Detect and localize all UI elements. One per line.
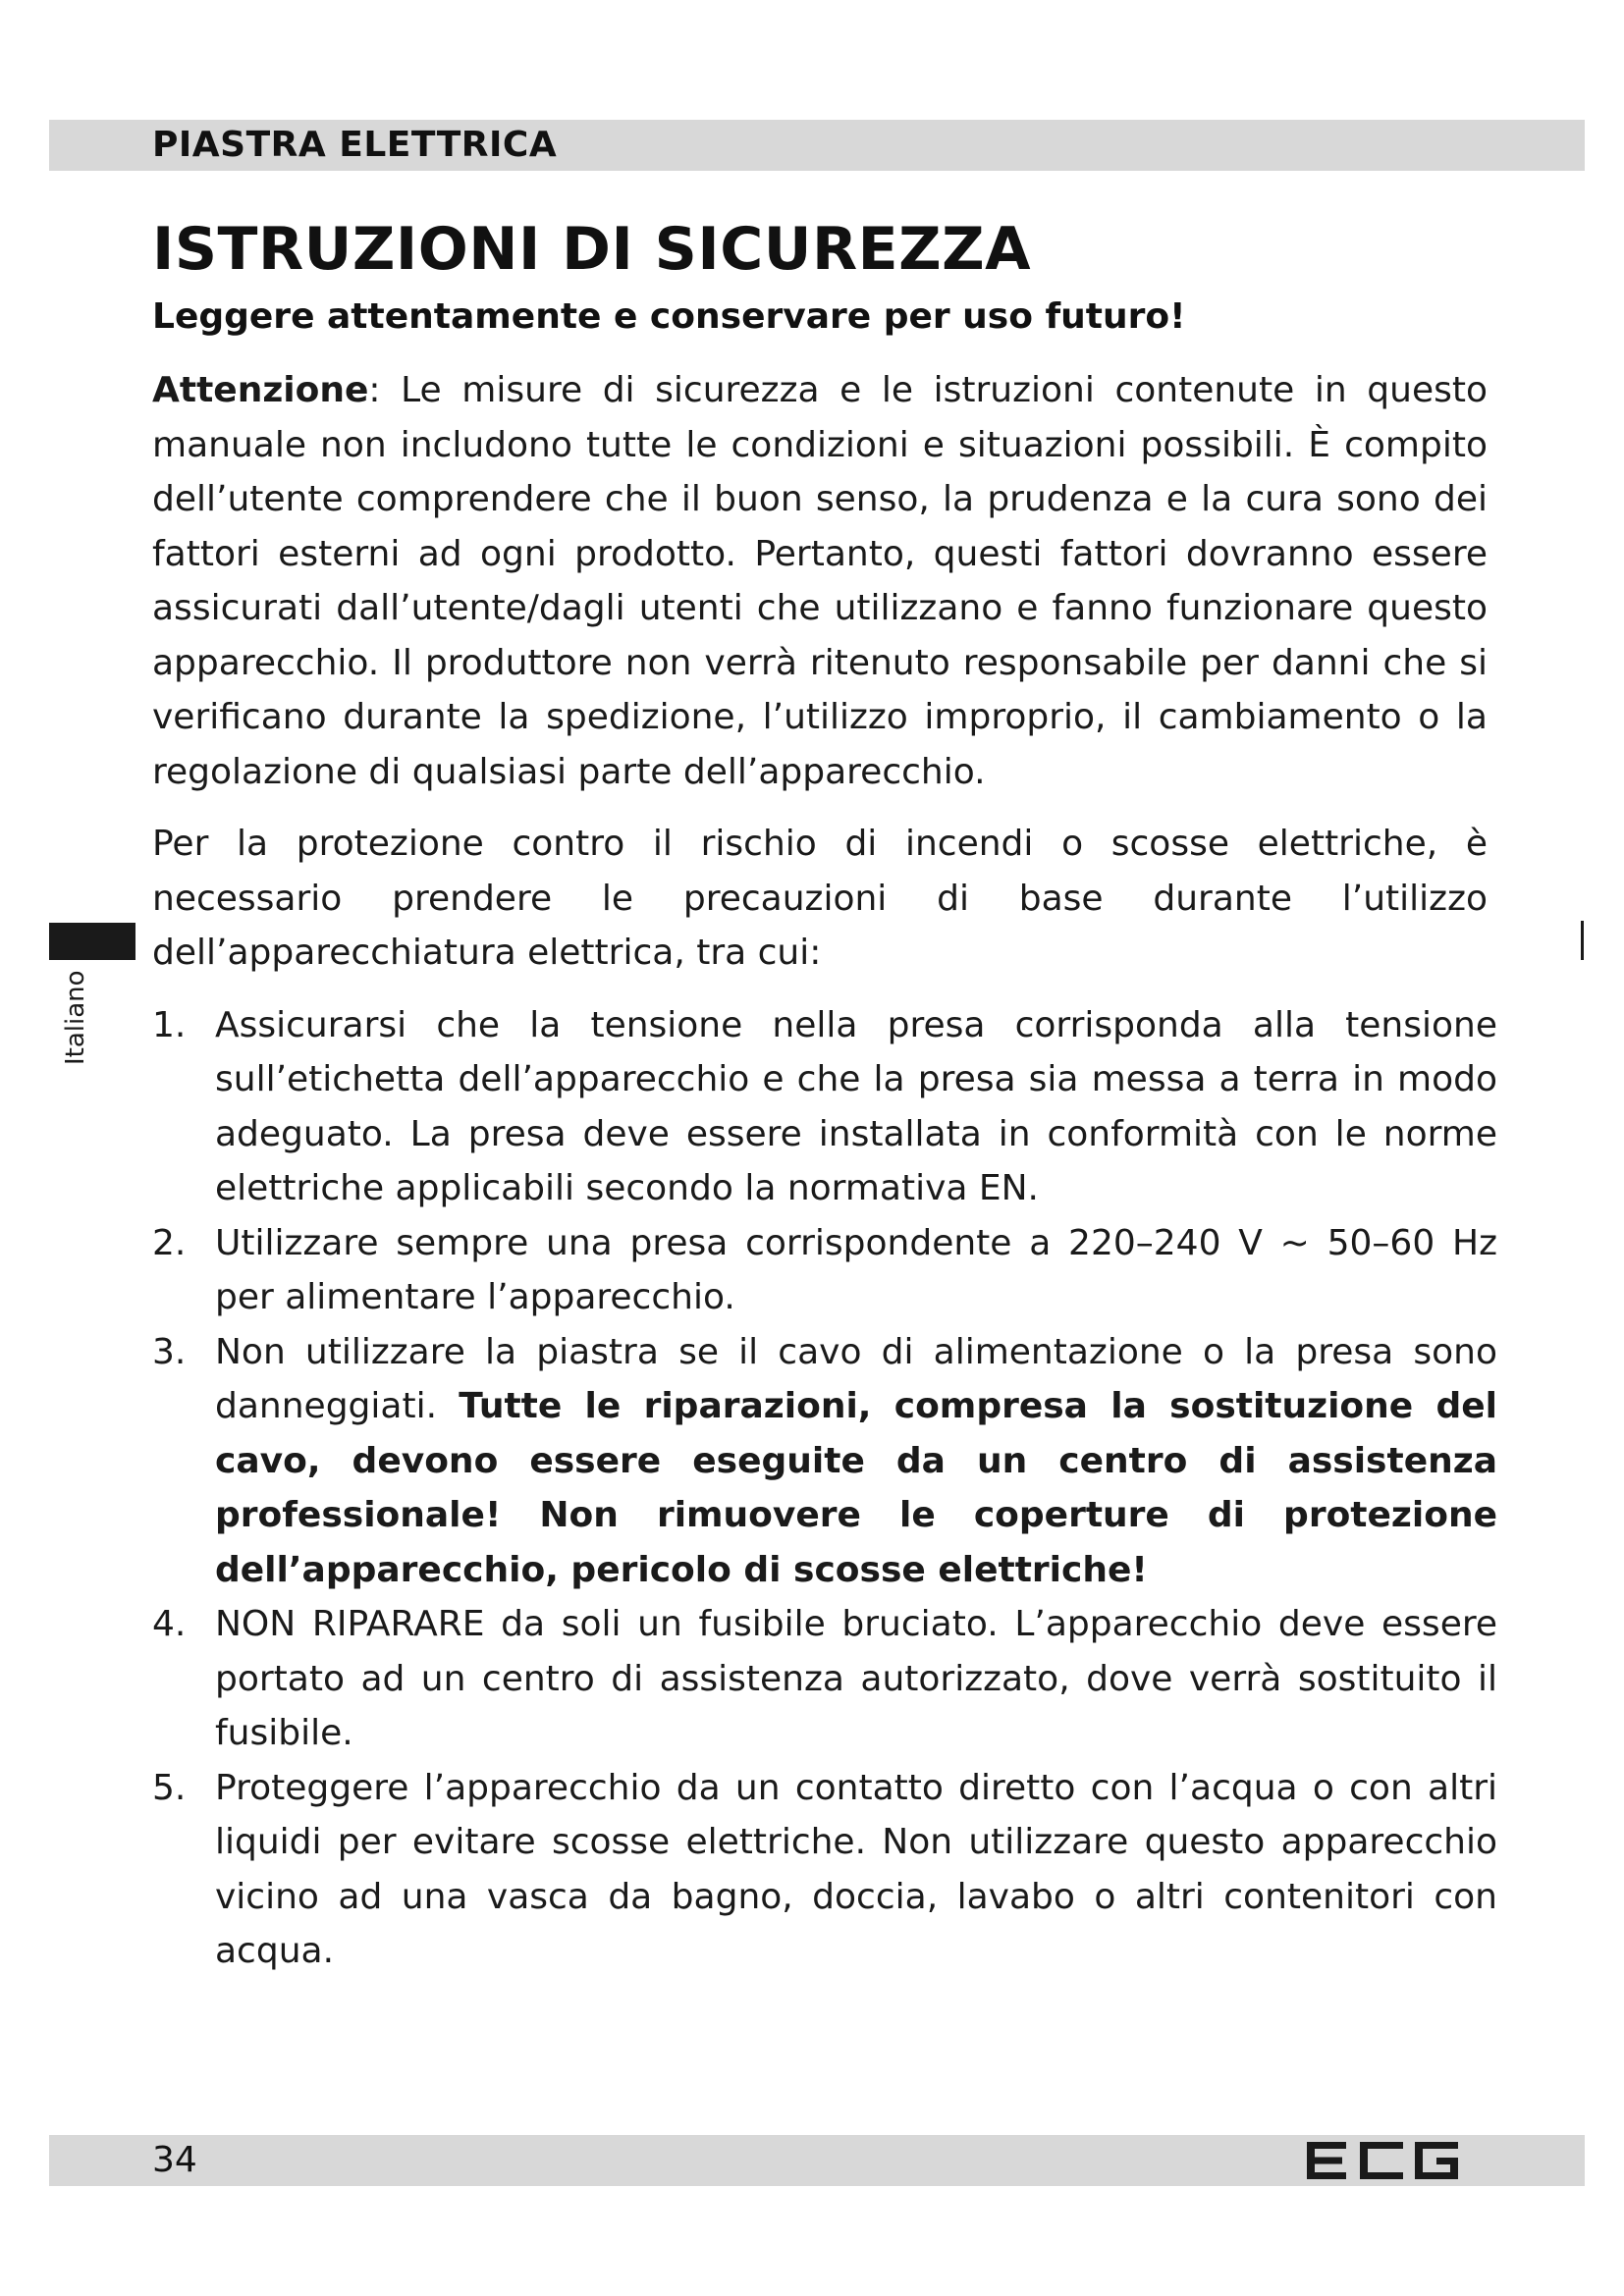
- list-item-text: Assicurarsi che la tensione nella presa corrisponda alla tensione sull’etichetta dell’apparecchio e che la presa sia messa a terra in modo adeguato. La presa deve essere installata in conformità con le norme elettriche applicabili secondo la normativa EN.: [215, 1004, 1497, 1208]
- warning-text: : Le misure di sicurezza e le istruzioni contenute in questo manuale non includono tutte le condizioni e situazioni possibili. È compito dell’utente comprendere che il buon senso, la prudenza e la cura sono dei fattori esterni ad ogni prodotto. Pertanto, questi fattori dovranno essere assicurati dall’utente/dagli utenti che utilizzano e fanno funzionare questo apparecchio. Il produttore non verrà ritenuto responsabile per danni che si verificano durante la spedizione, l’utilizzo improprio, il cambiamento o la regolazione di qualsiasi parte dell’apparecchio.: [152, 370, 1488, 792]
- logo-letter-g: [1415, 2142, 1458, 2179]
- warning-label: Attenzione: [152, 370, 369, 410]
- language-label: Italiano: [61, 970, 90, 1065]
- page-title: ISTRUZIONI DI SICUREZZA: [152, 215, 1032, 284]
- side-marker: [1581, 921, 1584, 960]
- list-item-number: 5.: [152, 1767, 187, 1808]
- warning-paragraph: [152, 363, 1488, 799]
- list-item-number: 4.: [152, 1604, 187, 1644]
- document-body: [152, 208, 1497, 1979]
- ecg-logo: [1301, 2138, 1463, 2183]
- header-title: PIASTRA ELETTRICA: [152, 125, 558, 165]
- list-item-text: Proteggere l’apparecchio da un contatto diretto con l’acqua o con altri liquidi per evitare scosse elettriche. Non utilizzare questo apparecchio vicino ad una vasca da bagno, doccia, lavabo o altri contenitori con acqua.: [215, 1767, 1497, 1971]
- safety-list: [152, 998, 1497, 1979]
- list-item: [152, 1597, 1497, 1761]
- page-subtitle: Leggere attentamente e conservare per uso futuro!: [152, 296, 1186, 337]
- list-item-bold-text: Tutte le riparazioni, compresa la sostituzione del cavo, devono essere eseguite da un centro di assistenza professionale! Non rimuovere le coperture di protezione dell’apparecchio, pericolo di scosse elettriche!: [215, 1386, 1498, 1590]
- logo-letter-e: [1307, 2142, 1346, 2179]
- list-item: [152, 1761, 1497, 1979]
- list-item: [152, 1325, 1497, 1598]
- page-number: 34: [152, 2140, 197, 2180]
- list-item-text: Utilizzare sempre una presa corrispondente a 220–240 V ~ 50–60 Hz per alimentare l’apparecchio.: [215, 1222, 1497, 1317]
- list-item-number: 3.: [152, 1331, 187, 1372]
- list-item-number: 2.: [152, 1222, 187, 1263]
- logo-letter-c: [1360, 2142, 1403, 2179]
- list-item: [152, 1216, 1497, 1325]
- intro-paragraph: Per la protezione contro il rischio di incendi o scosse elettriche, è necessario prendere le precauzioni di base durante l’utilizzo dell’apparecchiatura elettrica, tra cui:: [152, 824, 1488, 973]
- list-item-number: 1.: [152, 1004, 187, 1045]
- list-item-text: NON RIPARARE da soli un fusibile bruciato. L’apparecchio deve essere portato ad un centro di assistenza autorizzato, dove verrà sostituito il fusibile.: [215, 1604, 1497, 1753]
- language-tab: [49, 923, 135, 960]
- list-item: [152, 998, 1497, 1216]
- list-item-text: Non utilizzare la piastra se il cavo di alimentazione o la presa sono danneggiati.: [215, 1331, 1497, 1426]
